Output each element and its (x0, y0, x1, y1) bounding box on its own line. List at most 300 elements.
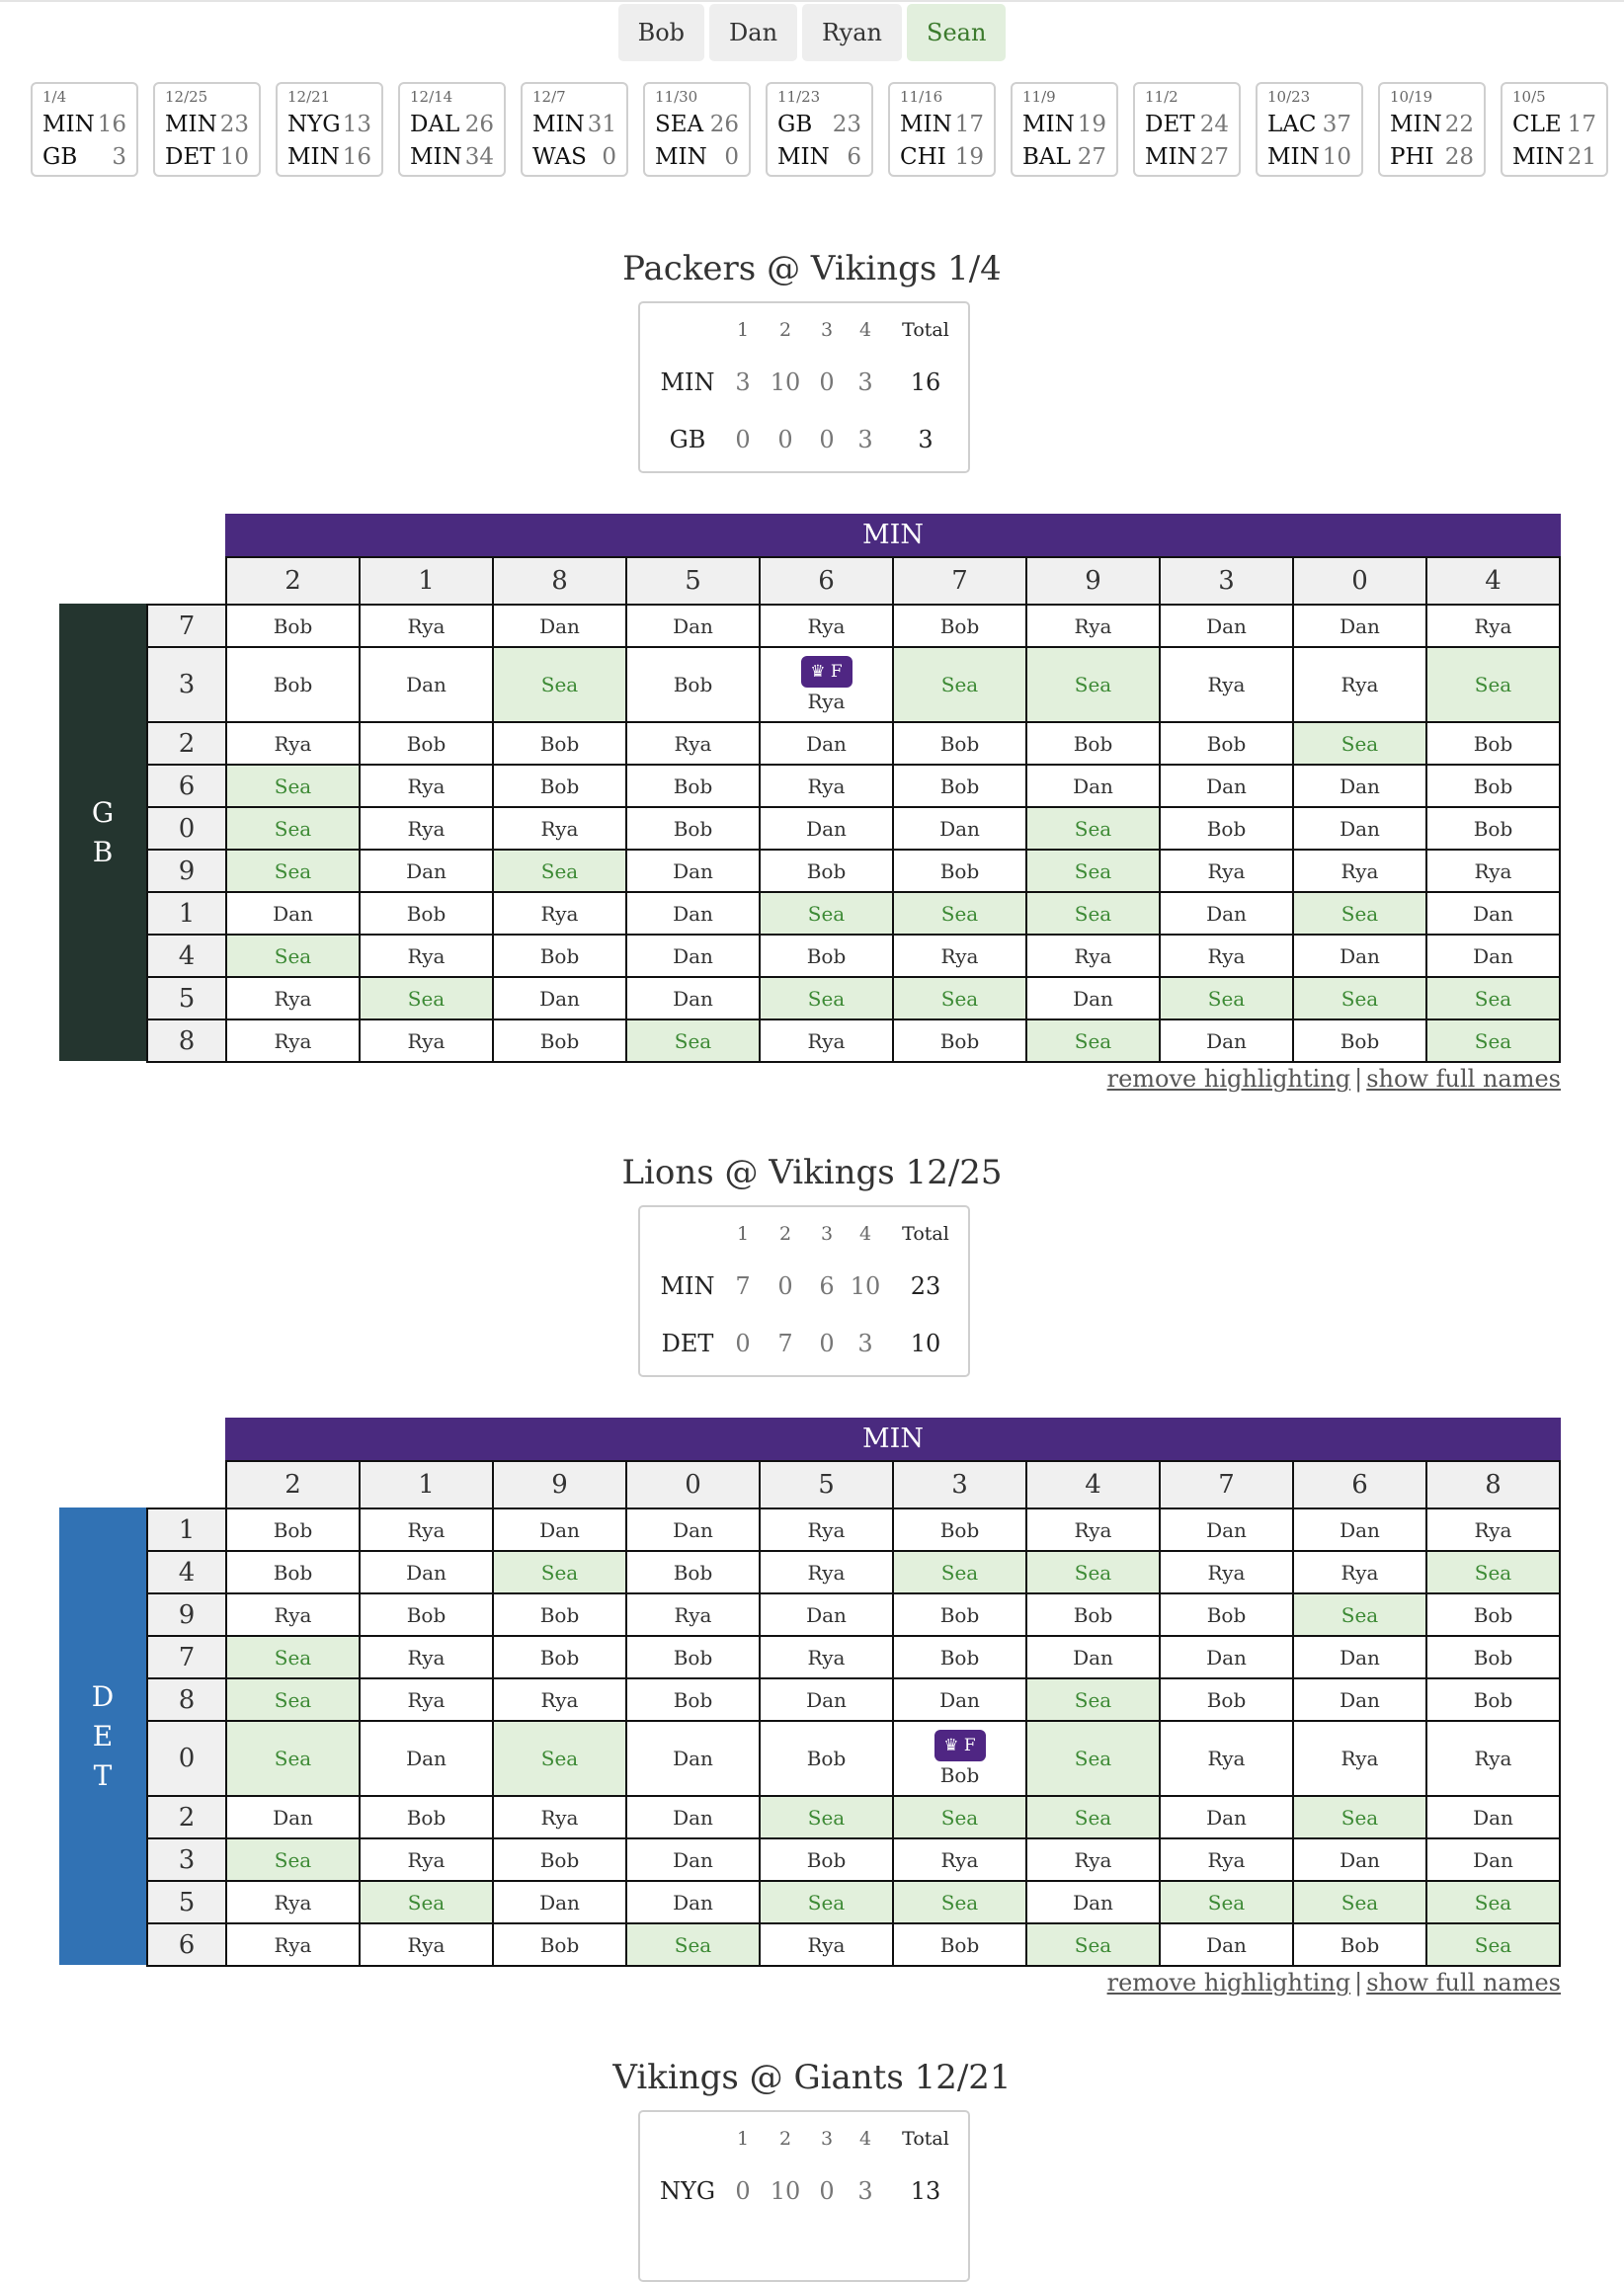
team-score: 16 (342, 144, 371, 170)
grid-square[interactable]: Bob (493, 1019, 626, 1062)
team-score: 16 (97, 112, 126, 137)
grid-square[interactable]: Sea (1026, 807, 1160, 850)
grid-square[interactable]: Dan (360, 1721, 493, 1796)
table-row (147, 647, 1560, 722)
grid-square[interactable]: Sea (893, 647, 1026, 722)
game-card[interactable] (766, 82, 873, 177)
grid-square[interactable]: Bob (893, 1636, 1026, 1678)
grid-square[interactable]: Rya (1160, 850, 1293, 892)
grid-square[interactable]: Bob (226, 605, 360, 647)
game-score-row (165, 109, 249, 141)
row-digit: 3 (147, 647, 226, 722)
grid-square[interactable]: Rya (760, 605, 893, 647)
grid-square[interactable]: Dan (1160, 1508, 1293, 1551)
grid-square[interactable]: Dan (1293, 935, 1426, 977)
game-card[interactable] (1501, 82, 1608, 177)
grid-square[interactable]: Bob (1160, 722, 1293, 765)
grid-square[interactable]: Dan (1293, 1838, 1426, 1881)
grid-square[interactable]: Sea (1026, 1796, 1160, 1838)
team-abbrev: MIN (660, 368, 715, 396)
grid-square[interactable]: Rya (760, 1551, 893, 1593)
grid-square[interactable]: Bob (1426, 722, 1560, 765)
grid-square[interactable]: Sea (226, 1721, 360, 1796)
table-row (147, 935, 1560, 977)
grid-square[interactable]: Sea (360, 977, 493, 1019)
grid-square[interactable]: Bob (626, 807, 760, 850)
grid-square[interactable]: Dan (226, 892, 360, 935)
grid-square[interactable]: Dan (1293, 1636, 1426, 1678)
grid-square[interactable]: Sea (893, 1551, 1026, 1593)
grid-square[interactable]: Dan (626, 977, 760, 1019)
grid-square[interactable]: Rya (226, 1019, 360, 1062)
game-score-row (410, 109, 494, 141)
grid-square[interactable]: Bob (360, 722, 493, 765)
team-abbrev: DET (1145, 112, 1195, 137)
grid-square[interactable]: Rya (1426, 605, 1560, 647)
grid-square[interactable]: Rya (1160, 935, 1293, 977)
grid-square[interactable]: Rya (1293, 647, 1426, 722)
team-abbrev: MIN (1512, 144, 1565, 170)
grid-square[interactable]: Sea (226, 1838, 360, 1881)
team-abbrev: CHI (900, 144, 946, 170)
grid-square[interactable]: Dan (1026, 1636, 1160, 1678)
game-card[interactable] (31, 82, 138, 177)
grid-square[interactable]: Rya (360, 605, 493, 647)
line-score-header (640, 319, 968, 339)
grid-square[interactable]: Dan (626, 1721, 760, 1796)
grid-square[interactable]: Dan (1426, 1838, 1560, 1881)
grid-square[interactable]: Dan (1426, 892, 1560, 935)
grid-square[interactable]: Dan (760, 1593, 893, 1636)
grid-square[interactable]: Dan (626, 892, 760, 935)
grid-square[interactable]: Dan (760, 1678, 893, 1721)
grid-square[interactable]: Rya (493, 1678, 626, 1721)
grid-square[interactable]: Dan (1160, 1796, 1293, 1838)
team-score: 34 (464, 144, 494, 170)
column-digit: 4 (1026, 1461, 1160, 1508)
grid-square[interactable]: Bob (360, 1593, 493, 1636)
grid-square[interactable]: Rya (360, 1923, 493, 1966)
game-score-row (655, 109, 739, 141)
quarter-header: 3 (820, 2128, 834, 2150)
crown-icon: ♛ (810, 662, 831, 682)
grid-square[interactable]: Rya (1026, 1838, 1160, 1881)
grid-square[interactable]: Rya (226, 1923, 360, 1966)
row-digit: 7 (147, 605, 226, 647)
grid-square[interactable]: Bob (760, 1721, 893, 1796)
quarter-score: 10 (770, 368, 801, 396)
quarter-score: 0 (777, 426, 793, 453)
team-abbrev: GB (777, 112, 813, 137)
show-full-names-link[interactable]: show full names (1366, 1065, 1561, 1093)
row-digit: 1 (147, 892, 226, 935)
grid-square[interactable]: Sea (1160, 977, 1293, 1019)
game-title: Vikings @ Giants 12/21 (612, 2058, 1012, 2097)
team-score: 26 (464, 112, 494, 137)
grid-square[interactable]: Sea (893, 977, 1026, 1019)
grid-square[interactable]: Bob (893, 1508, 1026, 1551)
grid-square[interactable]: Rya (226, 722, 360, 765)
grid-square[interactable]: Bob (893, 722, 1026, 765)
team-abbrev: MIN (1022, 112, 1075, 137)
grid-square[interactable]: Dan (493, 605, 626, 647)
grid-square[interactable]: Dan (360, 647, 493, 722)
grid-square[interactable]: Dan (893, 1678, 1026, 1721)
grid-square[interactable]: Rya (226, 977, 360, 1019)
grid-square[interactable]: Sea (760, 1796, 893, 1838)
grid-square[interactable]: Bob (226, 647, 360, 722)
grid-square[interactable]: Rya (360, 1838, 493, 1881)
grid-square[interactable]: Dan (493, 977, 626, 1019)
grid-square[interactable]: Bob (626, 765, 760, 807)
grid-square[interactable]: Bob (1426, 1636, 1560, 1678)
show-full-names-link[interactable]: show full names (1366, 1969, 1561, 1997)
grid-square[interactable]: Sea (1160, 1881, 1293, 1923)
game-title: Packers @ Vikings 1/4 (622, 249, 1002, 288)
grid-square[interactable]: Rya (1160, 647, 1293, 722)
grid-square[interactable]: Rya (493, 1796, 626, 1838)
grid-square[interactable]: Bob (760, 935, 893, 977)
grid-square[interactable]: Sea (1293, 892, 1426, 935)
table-row (147, 605, 1560, 647)
column-digit: 2 (226, 1461, 360, 1508)
game-score-row (1512, 109, 1596, 141)
grid-square[interactable]: Bob (360, 892, 493, 935)
grid-square[interactable]: Rya (360, 807, 493, 850)
grid-square[interactable]: Sea (226, 765, 360, 807)
grid-square[interactable]: Sea (760, 1881, 893, 1923)
row-digit: 5 (147, 1881, 226, 1923)
grid-square[interactable]: Dan (626, 1881, 760, 1923)
grid-square[interactable]: Rya (760, 1508, 893, 1551)
grid-square[interactable]: Bob (626, 1678, 760, 1721)
quarter-header: 4 (858, 319, 872, 341)
game-score-row (777, 141, 861, 174)
remove-highlighting-link[interactable]: remove highlighting (1106, 1065, 1351, 1093)
grid-square[interactable]: Rya (760, 1923, 893, 1966)
grid-square[interactable]: Rya (360, 1678, 493, 1721)
grid-square[interactable]: Bob (493, 1593, 626, 1636)
team-abbrev: MIN (1390, 112, 1442, 137)
team-score: 22 (1444, 112, 1474, 137)
grid-square[interactable]: Rya (360, 1508, 493, 1551)
quarter-score: 7 (777, 1330, 793, 1357)
game-card[interactable] (521, 82, 628, 177)
column-digit: 7 (893, 557, 1026, 605)
grid-square[interactable]: Sea (1026, 1551, 1160, 1593)
row-digit: 1 (147, 1508, 226, 1551)
grid-square[interactable]: Dan (493, 1508, 626, 1551)
game-card[interactable] (1256, 82, 1363, 177)
grid-square[interactable]: Sea (1426, 647, 1560, 722)
grid-corner (147, 557, 226, 605)
grid-square[interactable]: Sea (1426, 1881, 1560, 1923)
game-card[interactable] (153, 82, 261, 177)
grid-square[interactable]: Sea (893, 892, 1026, 935)
grid-square[interactable]: Dan (1160, 892, 1293, 935)
game-date: 11/2 (1145, 88, 1178, 106)
grid-square[interactable]: Bob (493, 765, 626, 807)
grid-square[interactable]: Bob (893, 1923, 1026, 1966)
grid-square[interactable]: Dan (893, 807, 1026, 850)
total-score: 23 (910, 1272, 941, 1300)
column-digit: 6 (760, 557, 893, 605)
game-score-row (1145, 141, 1229, 174)
grid-square[interactable]: Dan (360, 850, 493, 892)
grid-square[interactable]: Sea (1426, 1923, 1560, 1966)
grid-square[interactable]: Bob (893, 1019, 1026, 1062)
player-tab-sean[interactable]: Sean (907, 4, 1006, 61)
grid-square[interactable]: Dan (760, 722, 893, 765)
grid-square[interactable]: Rya (360, 1019, 493, 1062)
grid-square[interactable]: Rya (1293, 850, 1426, 892)
grid-square[interactable]: Sea (1026, 1923, 1160, 1966)
grid-square[interactable]: Rya (226, 1881, 360, 1923)
grid-square[interactable]: Bob (493, 1838, 626, 1881)
row-digit: 0 (147, 1721, 226, 1796)
grid-square[interactable]: Dan (1160, 1019, 1293, 1062)
table-row (147, 1508, 1560, 1551)
team-score: 37 (1322, 112, 1351, 137)
grid-square[interactable]: Sea (1293, 1796, 1426, 1838)
grid-square[interactable]: Rya (1293, 1551, 1426, 1593)
grid-square[interactable]: Rya (1426, 1508, 1560, 1551)
grid-square[interactable]: Dan (1293, 807, 1426, 850)
grid-square[interactable]: Bob (626, 1551, 760, 1593)
grid-square[interactable]: Rya (360, 1636, 493, 1678)
team-abbrev: MIN (1267, 144, 1320, 170)
column-digit: 9 (1026, 557, 1160, 605)
grid-square[interactable]: Sea (1293, 977, 1426, 1019)
grid-square[interactable]: Rya (626, 1593, 760, 1636)
game-strip (31, 82, 1596, 177)
grid-square[interactable]: Dan (1160, 605, 1293, 647)
team-abbrev: MIN (777, 144, 830, 170)
grid-square[interactable]: Sea (493, 1721, 626, 1796)
grid-square[interactable]: Sea (226, 1636, 360, 1678)
grid-square[interactable] (760, 647, 893, 722)
grid-square[interactable]: Rya (1160, 1838, 1293, 1881)
grid-square[interactable]: Dan (1293, 1678, 1426, 1721)
grid-square[interactable]: Rya (760, 1019, 893, 1062)
grid-square[interactable]: Bob (493, 935, 626, 977)
total-header: Total (902, 319, 949, 341)
game-card[interactable] (1378, 82, 1486, 177)
grid-square[interactable]: Sea (1026, 850, 1160, 892)
grid-square[interactable]: Bob (760, 850, 893, 892)
grid-square[interactable]: Sea (493, 850, 626, 892)
grid-square[interactable]: Dan (760, 807, 893, 850)
grid-square[interactable]: Rya (760, 765, 893, 807)
grid-square[interactable]: Sea (360, 1881, 493, 1923)
grid-square[interactable]: Bob (360, 1796, 493, 1838)
grid-square[interactable]: Sea (226, 1678, 360, 1721)
game-score-row (1022, 109, 1106, 141)
grid-square[interactable]: Sea (1426, 1019, 1560, 1062)
grid-square[interactable]: Dan (626, 850, 760, 892)
grid-square[interactable]: Rya (1426, 1721, 1560, 1796)
team-score: 24 (1199, 112, 1229, 137)
grid-square[interactable]: Rya (893, 935, 1026, 977)
grid-square[interactable]: Rya (626, 722, 760, 765)
grid-square[interactable]: Bob (1026, 722, 1160, 765)
grid-square[interactable]: Bob (1160, 807, 1293, 850)
row-team-letter: B (92, 835, 114, 868)
grid-square[interactable] (893, 1721, 1026, 1796)
quarter-score: 0 (819, 2177, 835, 2205)
grid-square[interactable]: Bob (493, 1636, 626, 1678)
team-score: 23 (832, 112, 861, 137)
grid-square[interactable]: Sea (1026, 1019, 1160, 1062)
grid-square[interactable]: Bob (1426, 1678, 1560, 1721)
team-abbrev: MIN (1145, 144, 1197, 170)
grid-square[interactable]: Rya (893, 1838, 1026, 1881)
team-abbrev: MIN (287, 144, 340, 170)
grid-square[interactable]: Rya (1293, 1721, 1426, 1796)
winner-badge-label: F (963, 1736, 976, 1755)
grid-square[interactable]: Bob (893, 850, 1026, 892)
grid-square[interactable]: Rya (360, 935, 493, 977)
quarter-score: 3 (857, 2177, 873, 2205)
player-tab-bob[interactable]: Bob (618, 4, 704, 61)
game-date: 1/4 (42, 88, 67, 106)
grid-square[interactable]: Bob (1293, 1923, 1426, 1966)
game-card[interactable] (643, 82, 751, 177)
grid-square[interactable]: Bob (1426, 765, 1560, 807)
game-score-row (900, 141, 984, 174)
quarter-score: 10 (770, 2177, 801, 2205)
game-card[interactable] (276, 82, 383, 177)
grid-square[interactable]: Dan (1026, 1881, 1160, 1923)
grid-square[interactable]: Bob (493, 722, 626, 765)
game-card[interactable] (398, 82, 506, 177)
grid-square[interactable]: Bob (893, 765, 1026, 807)
grid-square[interactable]: Sea (493, 1551, 626, 1593)
row-digit: 0 (147, 807, 226, 850)
grid-square[interactable]: Rya (1426, 850, 1560, 892)
grid-square[interactable]: Dan (493, 1881, 626, 1923)
grid-square[interactable]: Sea (1426, 1551, 1560, 1593)
grid-square[interactable]: Dan (1293, 765, 1426, 807)
grid-square[interactable]: Bob (760, 1838, 893, 1881)
grid-square[interactable]: Dan (626, 605, 760, 647)
grid-square[interactable]: Sea (1426, 977, 1560, 1019)
grid-square[interactable]: Sea (1293, 1881, 1426, 1923)
row-digit: 2 (147, 1796, 226, 1838)
grid-square[interactable]: Bob (893, 1593, 1026, 1636)
table-row (147, 1593, 1560, 1636)
grid-square[interactable]: Dan (1293, 1508, 1426, 1551)
player-tab-ryan[interactable]: Ryan (802, 4, 902, 61)
team-abbrev: SEA (655, 112, 704, 137)
grid-square[interactable]: Sea (1026, 1678, 1160, 1721)
grid-square[interactable]: Dan (1160, 1923, 1293, 1966)
team-score: 27 (1199, 144, 1229, 170)
grid-square[interactable]: Bob (626, 647, 760, 722)
grid-square[interactable]: Sea (760, 892, 893, 935)
game-card[interactable] (888, 82, 996, 177)
grid-square[interactable]: Sea (626, 1019, 760, 1062)
grid-square[interactable]: Sea (226, 850, 360, 892)
grid-square[interactable]: Bob (1160, 1678, 1293, 1721)
grid-square[interactable]: Bob (626, 1636, 760, 1678)
grid-square[interactable]: Sea (760, 977, 893, 1019)
grid-square[interactable]: Dan (1426, 935, 1560, 977)
quarter-score: 3 (857, 426, 873, 453)
grid-square[interactable]: Rya (226, 1593, 360, 1636)
grid-square[interactable]: Bob (1426, 1593, 1560, 1636)
grid-square[interactable]: Dan (1160, 765, 1293, 807)
grid-square[interactable]: Rya (1026, 935, 1160, 977)
grid-square[interactable]: Rya (493, 807, 626, 850)
player-tab-dan[interactable]: Dan (709, 4, 797, 61)
grid-square[interactable]: Rya (1160, 1551, 1293, 1593)
quarter-score: 7 (735, 1272, 751, 1300)
game-card[interactable] (1011, 82, 1118, 177)
grid-square[interactable]: Sea (1293, 1593, 1426, 1636)
game-date: 10/23 (1267, 88, 1311, 106)
grid-square[interactable]: Sea (626, 1923, 760, 1966)
grid-square[interactable]: Bob (493, 1923, 626, 1966)
grid-square[interactable]: Dan (226, 1796, 360, 1838)
team-abbrev: BAL (1022, 144, 1071, 170)
grid-square[interactable]: Rya (360, 765, 493, 807)
grid-square[interactable]: Dan (1026, 765, 1160, 807)
grid-square[interactable]: Rya (1026, 605, 1160, 647)
grid-square[interactable]: Bob (1426, 807, 1560, 850)
grid-square[interactable]: Sea (1026, 1721, 1160, 1796)
team-abbrev: MIN (655, 144, 707, 170)
team-score: 10 (219, 144, 249, 170)
grid-square[interactable]: Rya (493, 892, 626, 935)
grid-square[interactable]: Dan (1293, 605, 1426, 647)
column-digit: 0 (626, 1461, 760, 1508)
grid-square[interactable]: Sea (226, 935, 360, 977)
grid-square[interactable]: Bob (226, 1551, 360, 1593)
grid-square[interactable]: Sea (1293, 722, 1426, 765)
grid-square[interactable]: Sea (493, 647, 626, 722)
grid-square[interactable]: Bob (1026, 1593, 1160, 1636)
grid-square[interactable]: Dan (626, 1838, 760, 1881)
grid-square[interactable]: Dan (360, 1551, 493, 1593)
grid-square[interactable]: Dan (626, 1508, 760, 1551)
grid-square[interactable]: Rya (1026, 1508, 1160, 1551)
grid-square[interactable]: Sea (1026, 892, 1160, 935)
grid-square[interactable]: Sea (1026, 647, 1160, 722)
grid-square[interactable]: Rya (760, 1636, 893, 1678)
grid-square[interactable]: Dan (626, 935, 760, 977)
grid-square[interactable]: Dan (626, 1796, 760, 1838)
column-team-banner: MIN (225, 514, 1561, 556)
grid-square[interactable]: Dan (1426, 1796, 1560, 1838)
remove-highlighting-link[interactable]: remove highlighting (1106, 1969, 1351, 1997)
team-abbrev: NYG (287, 112, 341, 137)
grid-square[interactable]: Sea (893, 1796, 1026, 1838)
grid-square[interactable]: Sea (226, 807, 360, 850)
grid-square[interactable]: Dan (1026, 977, 1160, 1019)
grid-square[interactable]: Bob (226, 1508, 360, 1551)
quarter-header: 4 (858, 2128, 872, 2150)
grid-square[interactable]: Dan (1160, 1636, 1293, 1678)
grid-square[interactable]: Bob (1160, 1593, 1293, 1636)
grid-square[interactable]: Rya (1160, 1721, 1293, 1796)
quarter-score: 3 (735, 368, 751, 396)
grid-square[interactable]: Sea (893, 1881, 1026, 1923)
grid-square[interactable]: Bob (893, 605, 1026, 647)
grid-square[interactable]: Bob (1293, 1019, 1426, 1062)
game-score-row (1390, 109, 1474, 141)
game-card[interactable] (1133, 82, 1241, 177)
